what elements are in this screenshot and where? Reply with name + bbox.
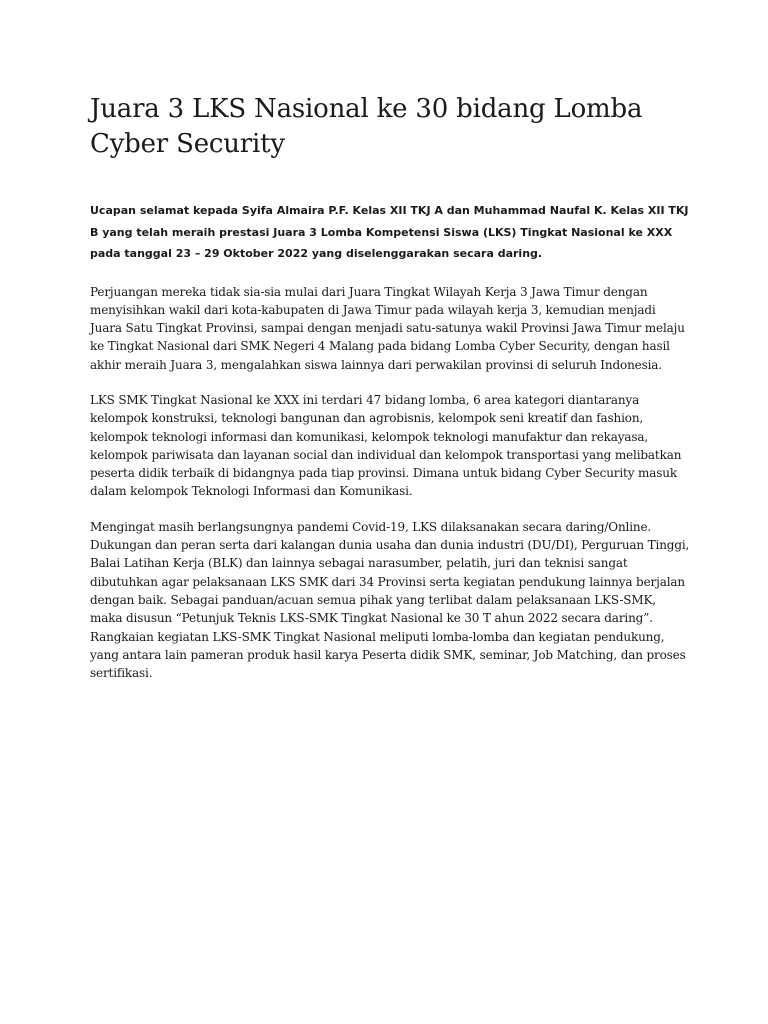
article-paragraph-3: Mengingat masih berlangsungnya pandemi Covid-19, LKS dilaksanakan secara daring/Online. Dukungan dan peran serta dari kalangan dunia usaha dan dunia industri (DU/DI), Perguruan Tinggi, Balai Latihan Kerja (BLK) dan lainnya sebagai narasumber, pelatih, juri dan teknisi sangat dibutuhkan agar pelaksanaan LKS SMK dari 34 Provinsi serta kegiatan pendukung lainnya berjalan dengan baik. Sebagai panduan/acuan semua pihak yang terlibat dalam pelaksanaan LKS-SMK, maka disusun “Petunjuk Teknis LKS-SMK Tingkat Nasional ke 30 T ahun 2022 secara daring”. Rangkaian kegiatan LKS-SMK Tingkat Nasional meliputi lomba-lomba dan kegiatan pendukung, yang antara lain pameran produk hasil karya Peserta didik SMK, seminar, Job Matching, dan proses sertifikasi. bbox=[90, 519, 690, 681]
article-title: Juara 3 LKS Nasional ke 30 bidang Lomba Cyber Security bbox=[90, 94, 643, 159]
article-paragraph-1: Perjuangan mereka tidak sia-sia mulai dari Juara Tingkat Wilayah Kerja 3 Jawa Timur dengan menyisihkan wakil dari kota-kabupaten di Jawa Timur pada wilayah kerja 3, kemudian menjadi Juara Satu Tingkat Provinsi, sampai dengan menjadi satu-satunya wakil Provinsi Jawa Timur melaju ke Tingkat Nasional dari SMK Negeri 4 Malang pada bidang Lomba Cyber Security, dengan hasil akhir meraih Juara 3, mengalahkan siswa lainnya dari perwakilan provinsi di seluruh Indonesia. bbox=[90, 284, 685, 372]
document-page bbox=[90, 92, 690, 682]
article-paragraph-2: LKS SMK Tingkat Nasional ke XXX ini terdari 47 bidang lomba, 6 area kategori diantaranya kelompok konstruksi, teknologi bangunan dan agrobisnis, kelompok seni kreatif dan fashion, kelompok teknologi informasi dan komunikasi, kelompok teknologi manufaktur dan rekayasa, kelompok pariwisata dan layanan social dan individual dan kelompok transportasi yang melibatkan peserta didik terbaik di bidangnya pada tiap provinsi. Dimana untuk bidang Cyber Security masuk dalam kelompok Teknologi Informasi dan Komunikasi. bbox=[90, 392, 682, 499]
article-lead: Ucapan selamat kepada Syifa Almaira P.F. Kelas XII TKJ A dan Muhammad Naufal K. Kelas XII TKJ B yang telah meraih prestasi Juara 3 Lomba Kompetensi Siswa (LKS) Tingkat Nasional ke XXX pada tanggal 23 – 29 Oktober 2022 yang diselenggarakan secara daring. bbox=[90, 204, 689, 260]
